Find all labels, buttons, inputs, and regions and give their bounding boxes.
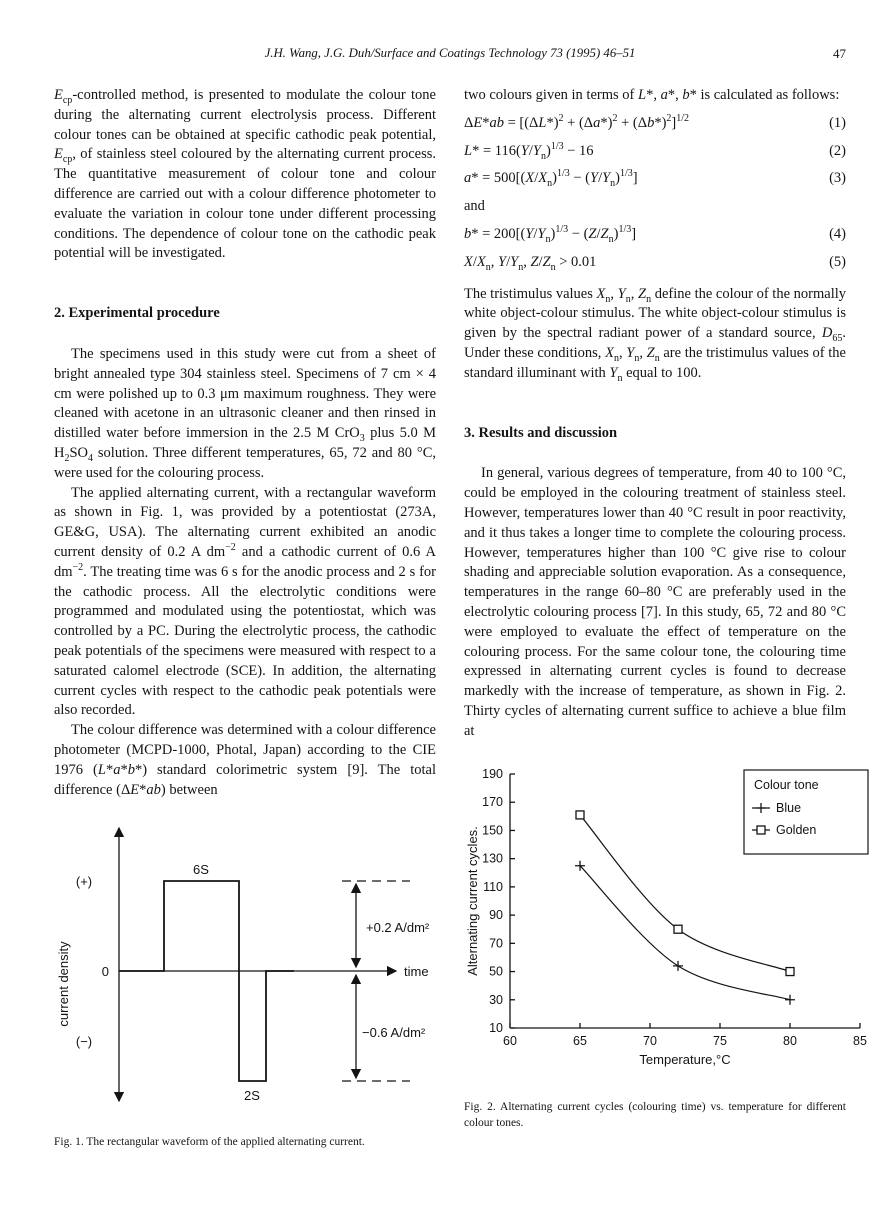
paragraph-results: In general, various degrees of temperature, from 40 to 100 °C, could be employed in the colouring treatment of stainless steel. However, temperatures lower than 40 °C result in poor reactivity, and it thus takes a longer time to complete the colouring process. However, temperatures higher than 100 °C give rise to colour shading and appreciable solution evaporation. As a consequence, temperatures in the range 60–80 °C are preferably used in the electrolytic colouring process [7]. In this study, 65, 72 and 80 °C were employed to evaluate the effect of temperature on the colouring process. For the same colour tone, the colouring time expressed in alternating current cycles is found to decrease markedly with the increase of temperature, as shown in Fig. 2. Thirty cycles of alternating current suffice to achieve a blue film at [464, 465, 846, 739]
equation-2 [464, 142, 846, 162]
journal-citation: J.H. Wang, J.G. Duh/Surface and Coatings Technology 73 (1995) 46–51 [264, 46, 636, 60]
and-connector: and [464, 198, 485, 215]
x-tick-label: 70 [643, 1033, 657, 1048]
paragraph-tristimulus: The tristimulus values $X_n$, $Y_n$, $Z_n$ define the colour of the normally white object-colour stimulus. The white object-colour stimulus is given by the spectral radiant power of a standard source, $D_{65}$. Under these conditions, $X_n$, $Y_n$, $Z_n$ are the tristimulus values of the standard illuminant with $Y_n$ equal to 100. [464, 285, 847, 384]
series-marker-blue [785, 994, 795, 1004]
cycles-vs-temperature-chart [464, 766, 872, 1084]
x-tick-label: 65 [573, 1033, 587, 1048]
y-tick-label: 150 [482, 822, 503, 837]
rectangular-waveform-line [119, 881, 294, 1081]
waveform-diagram [54, 816, 454, 1116]
y-tick-label: 70 [489, 935, 503, 950]
left-column [54, 86, 436, 1151]
paragraph-abstract-continuation: $E_{cp}$-controlled method, is presented to modulate the colour tone during the alternating current electrolysis process. Different colour tones can be obtained at specific cathodic peak potential, $E_{cp}$, of stainless steel coloured by the alternating current process. The quantitative measurement of colour tone and colour difference are carried out with a colour difference photometer to evaluate the variation in colour tone under different processing conditions. The dependence of colour tone on the cathodic peak potential will be investigated. [54, 87, 436, 262]
paragraph-colour-difference: The colour difference was determined with a colour difference photometer (MCPD-1000, Photal, Japan) according to the CIE 1976 (L*a*b*) standard colorimetric system [9]. The total difference (ΔE*ab) between [54, 722, 436, 798]
legend-title: Colour tone [754, 777, 819, 792]
current-density-axis-label: current density [56, 941, 71, 1027]
legend-entry-label: Golden [776, 822, 817, 837]
x-axis-label: Temperature,°C [639, 1051, 731, 1067]
cathodic-duration-label: 2S [244, 1088, 260, 1104]
x-tick-label: 85 [853, 1033, 867, 1048]
time-axis-label: time [404, 964, 429, 980]
x-tick-label: 60 [503, 1033, 517, 1048]
anodic-density-label: +0.2 A/dm² [366, 920, 430, 936]
equation-5-number: (5) [829, 253, 846, 270]
equation-1-number: (1) [829, 114, 846, 131]
paragraph-colour-terms: two colours given in terms of L*, a*, b* is calculated as follows: [464, 87, 840, 103]
positive-polarity-label: (+) [75, 874, 93, 890]
paragraph-alternating-current: The applied alternating current, with a rectangular waveform as shown in Fig. 1, was provided by a potentiostat (273A, GE&G, USA). The alternating current exhibited an anodic current density of 0.2 A $dm^{-2}$ and a cathodic current of 0.6 A $dm^{-2}$. The treating time was 6 s for the anodic process and 2 s for the cathodic process. All the electrolytic conditions were programmed and modulated using the potentiostat, which was controlled by a PC. During the electrolytic process, the cathodic peak potentials of the specimens were measured with respect to a saturated calomel electrode (SCE). In addition, the alternating current cycles with respect to the cathodic peak potentials were also recorded. [54, 484, 437, 719]
paragraph-specimens: The specimens used in this study were cut from a sheet of bright annealed type 304 stainless steel. Specimens of 7 cm × 4 cm were polished up to 0.3 μm maximum roughness. They were cleaned with acetone in an ultrasonic cleaner and then rinsed in distilled water before immersion in the 2.5 M CrO$_3$ plus 5.0 M $H_2SO_4$ solution. Three different temperatures, 65, 72 and 80 °C, were used for the colouring process. [54, 345, 436, 481]
legend-entry-label: Blue [776, 800, 802, 815]
equation-2-number: (2) [829, 142, 846, 159]
y-tick-label: 50 [489, 964, 503, 979]
equation-3-number: (3) [829, 170, 846, 187]
page-number: 47 [833, 46, 846, 61]
figure-2-chart [464, 766, 867, 1132]
two-column-body [54, 86, 867, 1151]
series-marker-golden [786, 967, 794, 975]
equation-4-body: $b* = 200[(Y/Y_n)^{1/3} - (Z/Z_n)^{1/3}]$ [464, 224, 637, 245]
right-column [464, 86, 867, 1151]
series-marker-golden [576, 810, 584, 818]
x-tick-label: 80 [783, 1033, 797, 1048]
negative-polarity-label: (−) [75, 1034, 93, 1050]
y-tick-label: 130 [482, 851, 503, 866]
equation-3-body: $a* = 500[(X/X_n)^{1/3} - (Y/Y_n)^{1/3}]$ [464, 168, 638, 190]
page-header [54, 46, 846, 61]
equation-4 [464, 225, 846, 245]
y-tick-label: 10 [489, 1020, 503, 1035]
y-tick-label: 90 [489, 907, 503, 922]
zero-label: 0 [101, 964, 109, 980]
legend-marker-square-icon [757, 826, 765, 834]
series-marker-blue [673, 960, 683, 970]
figure-1-caption: Fig. 1. The rectangular waveform of the applied alternating current. [54, 1136, 365, 1149]
anodic-duration-label: 6S [193, 862, 209, 878]
equation-2-body: $L* = 116(Y/Y_n)^{1/3} - 16$ [464, 140, 594, 162]
series-line-blue [580, 865, 790, 999]
y-tick-label: 170 [482, 794, 503, 809]
equation-5-body: $X/X_n$, $Y/Y_n$, $Z/Z_n > 0.01$ [464, 253, 597, 273]
y-tick-label: 110 [483, 879, 503, 894]
equation-4-number: (4) [829, 225, 846, 242]
section-heading-results: 3. Results and discussion [464, 424, 618, 441]
series-marker-golden [674, 925, 682, 933]
figure-1-waveform [54, 816, 436, 1150]
equation-1 [464, 114, 846, 134]
equation-3 [464, 169, 846, 189]
section-heading-experimental: 2. Experimental procedure [54, 305, 220, 322]
x-tick-label: 75 [713, 1033, 727, 1048]
figure-2-caption: Fig. 2. Alternating current cycles (colouring time) vs. temperature for different colour tones. [464, 1101, 846, 1129]
y-tick-label: 30 [489, 992, 503, 1007]
equation-1-body: $\Delta E*ab = [(\Delta L*)^2 + (\Delta a*)^2 + (\Delta b*)^2]^{1/2}$ [464, 112, 690, 131]
equation-5 [464, 253, 846, 273]
y-tick-label: 190 [482, 766, 503, 781]
y-axis-label: Alternating current cycles. [465, 825, 480, 976]
cathodic-density-label: −0.6 A/dm² [362, 1025, 426, 1041]
